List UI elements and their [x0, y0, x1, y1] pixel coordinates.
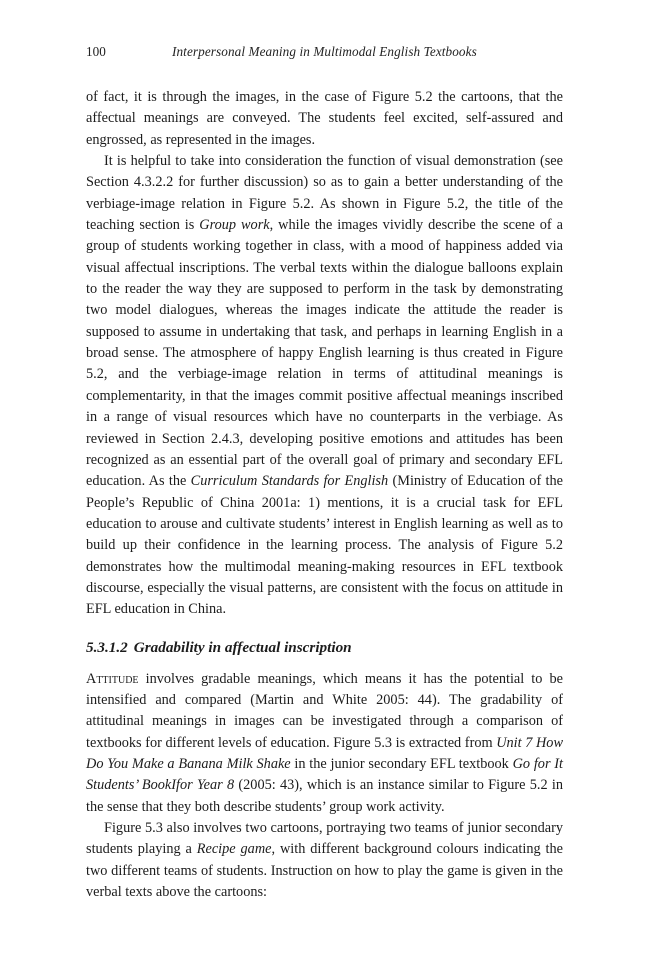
italic-term: Recipe game [196, 841, 272, 858]
paragraph-text: of fact, it is through the images, in the case of Figure 5.2 the cartoons, that the affectual meanings are conveyed. The students feel excited, self-assured and engrossed, as represented in the images. [86, 89, 563, 148]
section-title: Gradability in affectual inscription [133, 638, 352, 656]
paragraph-text: involves gradable meanings, which means it has the potential to be intensified and compared (Martin and White 2005: 44). The gradability of attitudinal meanings in images can be investigated through a comparison of textbooks for different levels of education. Figure 5.3 is extracted from [86, 670, 563, 751]
paragraph-continuation [86, 87, 563, 151]
page-number: 100 [86, 44, 106, 59]
paragraph-text: (Ministry of Education of the People’s Republic of China 2001a: 1) mentions, it is a crucial task for EFL education to arouse and cultivate students’ interest in English learning as well as to build up their confidence in the learning process. The analysis of Figure 5.2 demonstrates how the multimodal meaning-making resources in EFL textbook discourse, especially the visual patterns, are consistent with the focus on attitude in EFL education in China. [86, 473, 563, 618]
section-heading [86, 637, 563, 658]
running-title: Interpersonal Meaning in Multimodal English Textbooks [172, 44, 477, 59]
italic-term: Group work [199, 217, 270, 234]
paragraph-text: It is helpful to take into consideration the function of visual demonstration (see Section 4.3.2.2 for further discussion) so as to gain a better understanding of the verbiage-image relation in Figure 5.2. As shown in Figure 5.2, the title of the teaching section is [86, 153, 563, 234]
paragraph-text: Figure 5.3 also involves two cartoons, portraying two teams of junior secondary students playing a [86, 820, 563, 858]
paragraph-text: in the junior secondary EFL textbook [290, 755, 513, 772]
paragraph [86, 818, 563, 903]
italic-title: Curriculum Standards for English [190, 473, 389, 490]
italic-title: Go for It Students’ BookIfor Year 8 [86, 755, 563, 794]
paragraph [86, 669, 563, 818]
small-caps-term: Attitude [86, 670, 139, 687]
paragraph-text: , while the images vividly describe the scene of a group of students working together in class, with a mood of happiness added via visual affectual inscriptions. The verbal texts within the dialogue balloons explain to the reader the way they are supposed to perform in the task by demonstrating two model dialogues, whereas the images indicate the attitude the reader is supposed to assume in undertaking that task, and perhaps in learning English in a broad sense. The atmosphere of happy English learning is thus created in Figure 5.2, and the verbiage-image relation in terms of attitudinal meanings is complementarity, in that the images commit positive affectual meanings inscribed in a range of visual resources which have no counterparts in the verbiage. As reviewed in Section 2.4.3, developing positive emotions and attitudes has been recognized as an essential part of the overall goal of primary and secondary EFL education. As the [86, 217, 563, 490]
running-header [86, 44, 564, 64]
body-text [86, 87, 563, 903]
paragraph [86, 151, 563, 621]
paragraph-text: (2005: 43), which is an instance similar to Figure 5.2 in the sense that they both describe students’ group work activity. [86, 777, 564, 815]
section-number: 5.3.1.2 [86, 638, 128, 656]
italic-title: Unit 7 How Do You Make a Banana Milk Shake [86, 734, 563, 772]
paragraph-text: , with different background colours indicating the two different teams of students. Instruction on how to play the game is given in the verbal texts above the cartoons: [86, 841, 563, 901]
